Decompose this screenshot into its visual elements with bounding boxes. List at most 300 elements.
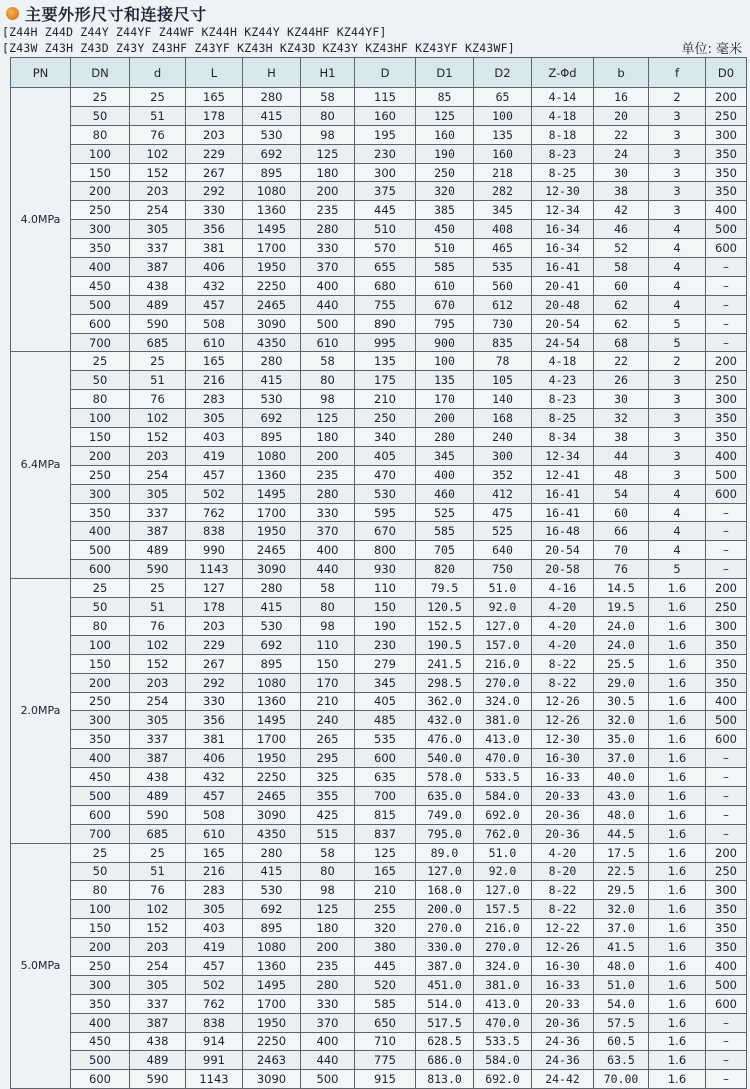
table-cell: 1.6: [649, 919, 706, 938]
table-cell: –: [706, 295, 747, 314]
table-cell: 180: [301, 163, 355, 182]
table-cell: 300: [71, 484, 130, 503]
table-cell: 4: [649, 503, 706, 522]
table-cell: 400: [416, 465, 474, 484]
table-cell: 1080: [243, 938, 301, 957]
table-cell: 30: [594, 390, 649, 409]
table-cell: 525: [474, 522, 532, 541]
table-cell: 250: [706, 598, 747, 617]
table-cell: 8-22: [532, 881, 594, 900]
table-cell: 692.0: [474, 805, 532, 824]
table-cell: 400: [706, 956, 747, 975]
table-cell: –: [706, 1032, 747, 1051]
table-cell: 12-34: [532, 446, 594, 465]
table-cell: 292: [186, 673, 243, 692]
table-cell: 16-48: [532, 522, 594, 541]
table-row: [11, 786, 747, 805]
table-cell: 5: [649, 314, 706, 333]
table-cell: 30: [594, 163, 649, 182]
table-cell: 995: [355, 333, 416, 352]
table-row: [11, 768, 747, 787]
table-cell: 837: [355, 824, 416, 843]
model-list-2: [Z43W Z43H Z43D Z43Y Z43HF Z43YF KZ43H KZ43D KZ43Y KZ43HF KZ43YF KZ43WF]: [2, 41, 515, 55]
table-cell: 457: [186, 465, 243, 484]
table-cell: 200: [301, 446, 355, 465]
table-cell: 3: [649, 446, 706, 465]
table-cell: 530: [243, 390, 301, 409]
table-cell: 2250: [243, 768, 301, 787]
table-cell: 16: [594, 88, 649, 107]
table-cell: 54.0: [594, 994, 649, 1013]
table-cell: 500: [706, 711, 747, 730]
table-cell: 1.6: [649, 1070, 706, 1089]
table-cell: 203: [130, 673, 186, 692]
table-cell: 465: [474, 239, 532, 258]
table-cell: –: [706, 314, 747, 333]
table-cell: 300: [706, 125, 747, 144]
table-cell: 692: [243, 409, 301, 428]
table-cell: 37.0: [594, 749, 649, 768]
table-cell: 24: [594, 144, 649, 163]
table-cell: 1700: [243, 994, 301, 1013]
table-cell: 50: [71, 371, 130, 390]
table-cell: 280: [243, 843, 301, 862]
table-cell: 590: [130, 314, 186, 333]
table-cell: 25: [130, 352, 186, 371]
table-row: [11, 333, 747, 352]
table-cell: 489: [130, 541, 186, 560]
table-cell: 415: [243, 862, 301, 881]
table-cell: 60: [594, 276, 649, 295]
table-cell: 730: [474, 314, 532, 333]
table-row: [11, 1013, 747, 1032]
table-cell: 16-30: [532, 956, 594, 975]
table-cell: 20-36: [532, 805, 594, 824]
table-cell: 406: [186, 258, 243, 277]
table-cell: 686.0: [416, 1051, 474, 1070]
table-cell: 42: [594, 201, 649, 220]
table-cell: 48.0: [594, 805, 649, 824]
table-cell: 445: [355, 956, 416, 975]
table-cell: 600: [706, 730, 747, 749]
table-cell: 1.6: [649, 730, 706, 749]
table-cell: 337: [130, 730, 186, 749]
table-cell: 127.0: [474, 881, 532, 900]
table-cell: 240: [301, 711, 355, 730]
table-cell: 584.0: [474, 786, 532, 805]
table-cell: 838: [186, 522, 243, 541]
table-cell: 80: [301, 598, 355, 617]
table-cell: 8-23: [532, 144, 594, 163]
table-cell: 8-22: [532, 654, 594, 673]
table-cell: 195: [355, 125, 416, 144]
table-cell: 408: [474, 220, 532, 239]
table-cell: 500: [301, 1070, 355, 1089]
table-cell: 1950: [243, 258, 301, 277]
table-cell: 125: [355, 843, 416, 862]
table-cell: 76: [594, 560, 649, 579]
table-cell: 502: [186, 975, 243, 994]
table-cell: 406: [186, 749, 243, 768]
table-cell: 160: [474, 144, 532, 163]
table-cell: 330.0: [416, 938, 474, 957]
table-cell: 160: [355, 106, 416, 125]
table-cell: 216: [186, 862, 243, 881]
table-cell: 152: [130, 163, 186, 182]
table-cell: 1495: [243, 220, 301, 239]
table-cell: 795.0: [416, 824, 474, 843]
table-cell: 24-42: [532, 1070, 594, 1089]
table-row: [11, 522, 747, 541]
table-cell: 700: [71, 333, 130, 352]
table-cell: 500: [71, 541, 130, 560]
table-row: [11, 975, 747, 994]
table-cell: 1.6: [649, 786, 706, 805]
table-row: [11, 843, 747, 862]
table-cell: 432: [186, 768, 243, 787]
table-cell: 610: [301, 333, 355, 352]
table-cell: 560: [474, 276, 532, 295]
table-cell: 320: [416, 182, 474, 201]
pn-cell: 2.0MPa: [11, 579, 71, 843]
table-cell: 381.0: [474, 975, 532, 994]
table-cell: 502: [186, 484, 243, 503]
table-cell: 700: [71, 824, 130, 843]
table-row: [11, 541, 747, 560]
table-cell: 24-36: [532, 1051, 594, 1070]
table-cell: 1.6: [649, 824, 706, 843]
table-cell: 352: [474, 465, 532, 484]
table-cell: 387: [130, 1013, 186, 1032]
table-cell: 895: [243, 919, 301, 938]
table-row: [11, 201, 747, 220]
col-header: D0: [706, 58, 747, 88]
table-row: [11, 352, 747, 371]
table-cell: 92.0: [474, 598, 532, 617]
table-cell: 4: [649, 484, 706, 503]
table-row: [11, 314, 747, 333]
model-list-1: [Z44H Z44D Z44Y Z44YF Z44WF KZ44H KZ44Y KZ44HF KZ44YF]: [2, 25, 387, 39]
table-cell: 403: [186, 428, 243, 447]
table-cell: 775: [355, 1051, 416, 1070]
table-cell: 44.5: [594, 824, 649, 843]
dimension-table: [10, 57, 747, 1089]
table-cell: 475: [474, 503, 532, 522]
table-cell: 530: [243, 616, 301, 635]
table-cell: 240: [474, 428, 532, 447]
table-cell: 470.0: [474, 1013, 532, 1032]
table-cell: 250: [71, 956, 130, 975]
table-cell: 350: [71, 994, 130, 1013]
table-cell: 12-30: [532, 730, 594, 749]
table-cell: 305: [130, 711, 186, 730]
table-cell: 70: [594, 541, 649, 560]
table-cell: 76: [130, 616, 186, 635]
table-cell: 180: [301, 428, 355, 447]
table-cell: 8-20: [532, 862, 594, 881]
table-cell: 62: [594, 314, 649, 333]
table-cell: 600: [706, 994, 747, 1013]
table-cell: 530: [243, 125, 301, 144]
table-cell: 612: [474, 295, 532, 314]
table-cell: 200: [706, 88, 747, 107]
page-title: 主要外形尺寸和连接尺寸: [25, 4, 207, 24]
table-cell: 1360: [243, 956, 301, 975]
table-cell: 51: [130, 598, 186, 617]
table-cell: 32.0: [594, 900, 649, 919]
table-cell: –: [706, 805, 747, 824]
table-cell: 4-14: [532, 88, 594, 107]
table-cell: 680: [355, 276, 416, 295]
table-cell: 8-18: [532, 125, 594, 144]
col-header: b: [594, 58, 649, 88]
table-cell: 900: [416, 333, 474, 352]
table-cell: 400: [706, 692, 747, 711]
table-cell: 105: [474, 371, 532, 390]
table-row: [11, 711, 747, 730]
table-cell: 450: [71, 1032, 130, 1051]
table-cell: 178: [186, 598, 243, 617]
table-cell: 400: [706, 446, 747, 465]
table-cell: 350: [706, 635, 747, 654]
table-cell: 350: [706, 409, 747, 428]
table-cell: 4: [649, 295, 706, 314]
table-row: [11, 163, 747, 182]
table-cell: 350: [706, 654, 747, 673]
table-cell: –: [706, 560, 747, 579]
table-cell: 400: [71, 522, 130, 541]
table-cell: 4: [649, 276, 706, 295]
table-cell: 415: [243, 371, 301, 390]
table-cell: 203: [130, 938, 186, 957]
table-row: [11, 598, 747, 617]
table-cell: 20-48: [532, 295, 594, 314]
table-cell: 525: [416, 503, 474, 522]
table-cell: 12-34: [532, 201, 594, 220]
table-cell: 1.6: [649, 579, 706, 598]
table-cell: 470.0: [474, 749, 532, 768]
table-cell: 254: [130, 465, 186, 484]
table-cell: 4-20: [532, 598, 594, 617]
table-cell: 535: [355, 730, 416, 749]
table-cell: 370: [301, 522, 355, 541]
table-cell: 203: [130, 182, 186, 201]
table-cell: 685: [130, 824, 186, 843]
table-cell: 100: [71, 900, 130, 919]
table-cell: 450: [71, 768, 130, 787]
table-cell: 250: [71, 201, 130, 220]
col-header: H: [243, 58, 301, 88]
table-cell: 1495: [243, 975, 301, 994]
table-cell: –: [706, 258, 747, 277]
table-cell: 22: [594, 125, 649, 144]
table-cell: 8-25: [532, 163, 594, 182]
table-cell: 2250: [243, 1032, 301, 1051]
table-cell: 300: [71, 220, 130, 239]
table-cell: 170: [301, 673, 355, 692]
table-row: [11, 390, 747, 409]
table-cell: 1950: [243, 1013, 301, 1032]
table-cell: 26: [594, 371, 649, 390]
table-cell: 19.5: [594, 598, 649, 617]
table-cell: 12-26: [532, 692, 594, 711]
table-cell: 500: [706, 975, 747, 994]
table-cell: 98: [301, 616, 355, 635]
table-cell: 305: [186, 409, 243, 428]
table-cell: 419: [186, 938, 243, 957]
table-cell: 370: [301, 258, 355, 277]
table-cell: 515: [301, 824, 355, 843]
table-row: [11, 994, 747, 1013]
table-row: [11, 635, 747, 654]
table-cell: 2465: [243, 786, 301, 805]
table-cell: 41.5: [594, 938, 649, 957]
table-cell: 3090: [243, 560, 301, 579]
table-cell: 92.0: [474, 862, 532, 881]
table-cell: 150: [71, 163, 130, 182]
table-cell: 510: [416, 239, 474, 258]
title-row: [6, 1, 207, 25]
table-cell: 1.6: [649, 598, 706, 617]
table-cell: 838: [186, 1013, 243, 1032]
table-cell: 387: [130, 258, 186, 277]
table-cell: 8-22: [532, 900, 594, 919]
table-cell: 66: [594, 522, 649, 541]
table-cell: 2: [649, 352, 706, 371]
table-cell: 387: [130, 522, 186, 541]
table-cell: 1.6: [649, 711, 706, 730]
table-cell: 16-30: [532, 749, 594, 768]
table-cell: 381: [186, 239, 243, 258]
table-cell: 432: [186, 276, 243, 295]
table-cell: 692: [243, 900, 301, 919]
table-cell: 210: [355, 390, 416, 409]
table-cell: 930: [355, 560, 416, 579]
table-cell: 1.6: [649, 654, 706, 673]
table-cell: 200: [416, 409, 474, 428]
table-cell: 152: [130, 654, 186, 673]
table-cell: 250: [71, 465, 130, 484]
table-cell: 600: [355, 749, 416, 768]
table-cell: 508: [186, 805, 243, 824]
table-cell: 350: [706, 428, 747, 447]
table-row: [11, 956, 747, 975]
table-row: [11, 371, 747, 390]
table-cell: 127.0: [416, 862, 474, 881]
table-cell: 150: [355, 598, 416, 617]
table-cell: 3: [649, 125, 706, 144]
table-cell: 4-20: [532, 616, 594, 635]
pn-cell: 6.4MPa: [11, 352, 71, 579]
table-row: [11, 579, 747, 598]
table-cell: 3090: [243, 805, 301, 824]
table-cell: 229: [186, 635, 243, 654]
table-cell: 1360: [243, 465, 301, 484]
table-cell: 168: [474, 409, 532, 428]
table-row: [11, 692, 747, 711]
table-cell: 1.6: [649, 692, 706, 711]
col-header: D1: [416, 58, 474, 88]
table-cell: 50: [71, 862, 130, 881]
table-cell: 300: [474, 446, 532, 465]
table-cell: 8-22: [532, 673, 594, 692]
table-cell: 520: [355, 975, 416, 994]
table-cell: 48.0: [594, 956, 649, 975]
table-cell: 3: [649, 201, 706, 220]
table-cell: 1.6: [649, 956, 706, 975]
table-cell: 150: [71, 428, 130, 447]
table-cell: 37.0: [594, 919, 649, 938]
unit-label: 单位: 毫米: [681, 42, 742, 57]
table-cell: 180: [301, 919, 355, 938]
table-cell: 300: [71, 711, 130, 730]
table-cell: 63.5: [594, 1051, 649, 1070]
table-cell: 110: [301, 635, 355, 654]
table-cell: 350: [706, 900, 747, 919]
table-cell: 595: [355, 503, 416, 522]
table-cell: 355: [301, 786, 355, 805]
table-cell: 419: [186, 446, 243, 465]
table-cell: 1080: [243, 182, 301, 201]
table-cell: 51.0: [594, 975, 649, 994]
table-cell: 200: [301, 938, 355, 957]
table-cell: 460: [416, 484, 474, 503]
table-cell: 102: [130, 635, 186, 654]
table-cell: 655: [355, 258, 416, 277]
table-cell: 451.0: [416, 975, 474, 994]
table-cell: 500: [71, 786, 130, 805]
table-cell: 1080: [243, 446, 301, 465]
table-cell: 610: [186, 824, 243, 843]
table-cell: 350: [71, 730, 130, 749]
table-cell: 330: [186, 692, 243, 711]
table-cell: 203: [130, 446, 186, 465]
table-cell: 152: [130, 919, 186, 938]
table-cell: 12-26: [532, 711, 594, 730]
table-cell: 820: [416, 560, 474, 579]
table-cell: 279: [355, 654, 416, 673]
table-cell: 218: [474, 163, 532, 182]
table-cell: 570: [355, 239, 416, 258]
table-cell: 8-23: [532, 390, 594, 409]
table-cell: 35.0: [594, 730, 649, 749]
table-cell: 150: [71, 654, 130, 673]
table-row: [11, 1070, 747, 1089]
table-cell: 438: [130, 1032, 186, 1051]
table-cell: 800: [355, 541, 416, 560]
table-cell: 1495: [243, 484, 301, 503]
table-cell: 32: [594, 409, 649, 428]
table-cell: 16-41: [532, 258, 594, 277]
table-cell: 190: [355, 616, 416, 635]
pn-cell: 5.0MPa: [11, 843, 71, 1089]
table-cell: 58: [301, 88, 355, 107]
table-row: [11, 106, 747, 125]
table-cell: 324.0: [474, 692, 532, 711]
table-cell: 1.6: [649, 881, 706, 900]
table-cell: 235: [301, 465, 355, 484]
table-row: [11, 220, 747, 239]
table-cell: –: [706, 786, 747, 805]
table-cell: 280: [243, 579, 301, 598]
table-cell: 345: [474, 201, 532, 220]
table-cell: 890: [355, 314, 416, 333]
table-cell: 16-33: [532, 975, 594, 994]
table-cell: 80: [301, 862, 355, 881]
table-cell: 3: [649, 371, 706, 390]
table-cell: 762: [186, 994, 243, 1013]
table-body: [11, 88, 747, 1089]
